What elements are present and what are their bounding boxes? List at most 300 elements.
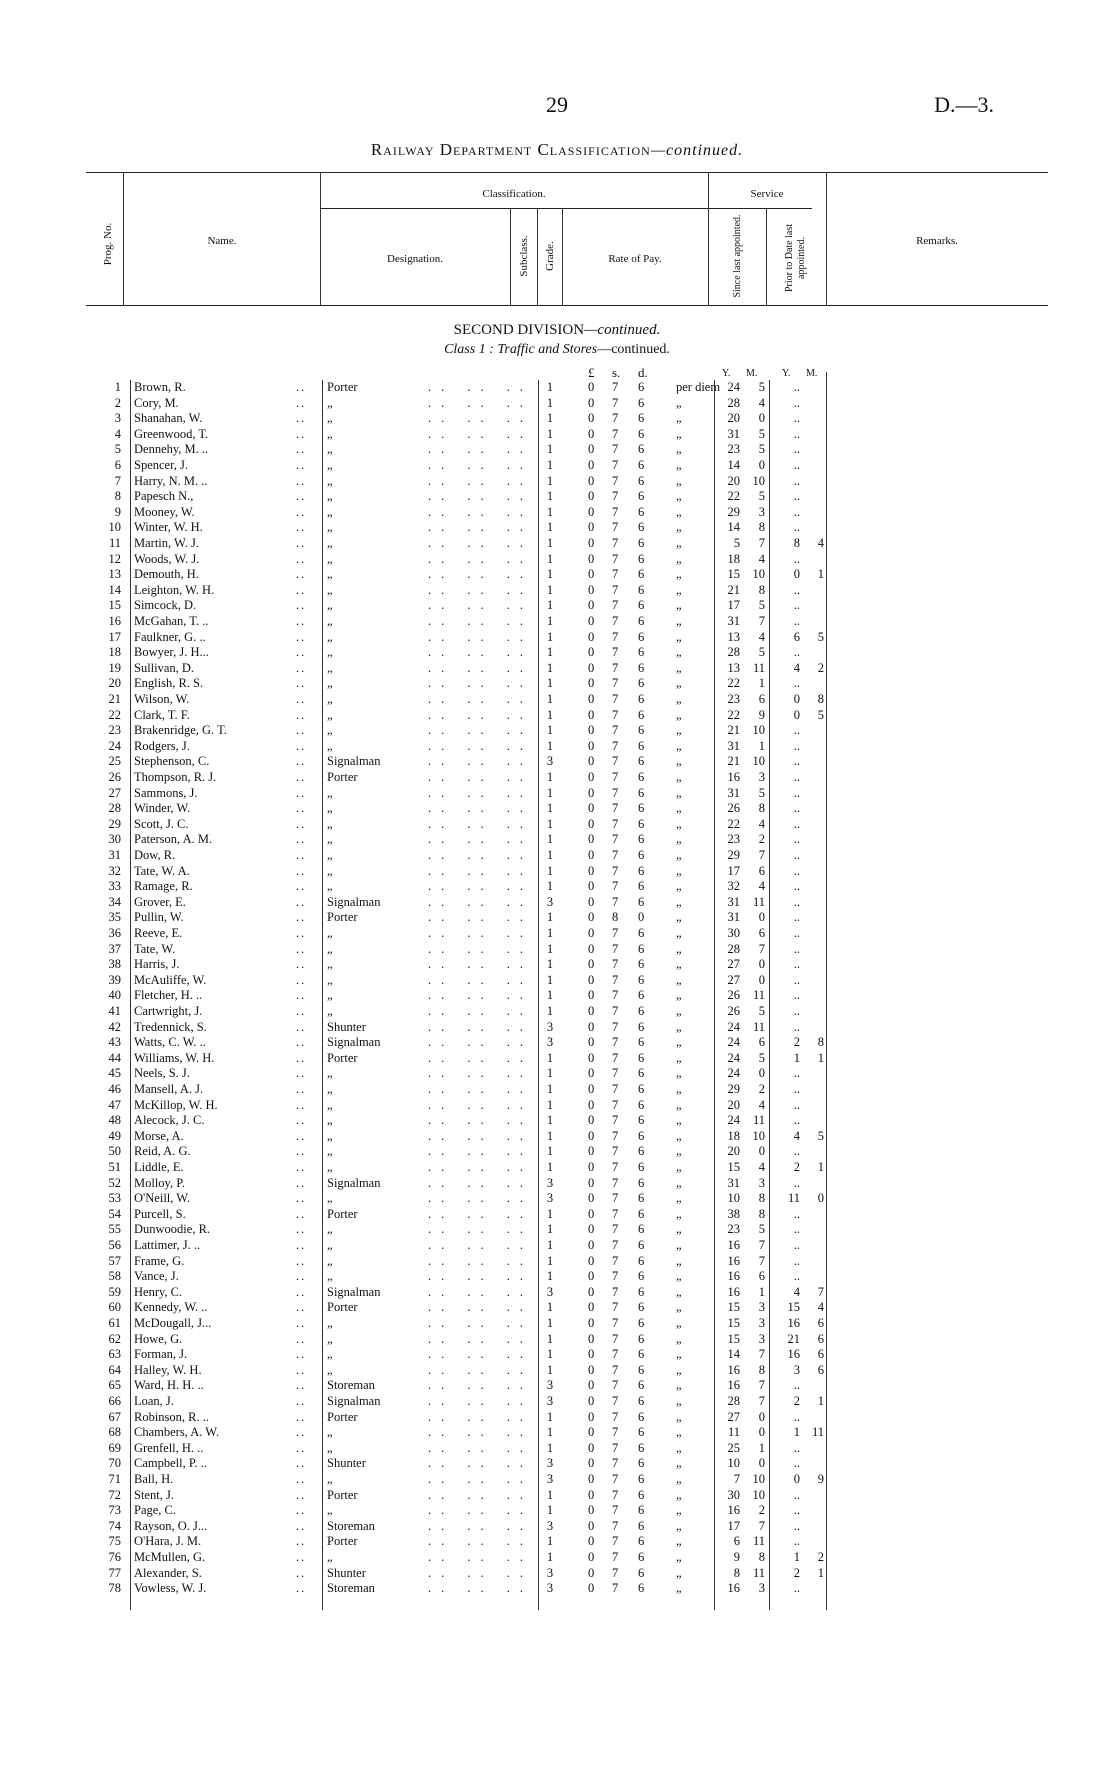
cell-no: 11 <box>108 536 121 550</box>
cell-s: 7 <box>612 1206 619 1221</box>
cell-y1: 7 <box>733 1472 740 1486</box>
cell-m1: 1 <box>758 1440 765 1455</box>
cell-y2: .. <box>793 473 800 488</box>
cell-y1: 24 <box>727 1113 740 1128</box>
leader-dots: .. .. .. <box>428 692 533 706</box>
leader-dots: .. .. .. <box>428 645 533 660</box>
table-row <box>0 1410 1114 1426</box>
table-row <box>0 1472 1114 1488</box>
cell-grade: 1 <box>546 738 554 753</box>
leader-dots: .. .. .. <box>428 957 533 972</box>
cell-name: Chambers, A. W. <box>134 1425 220 1440</box>
cell-s: 7 <box>612 489 619 504</box>
leader-dots: .. <box>296 1347 307 1362</box>
cell-y2: .. <box>793 1206 800 1221</box>
cell-per: „ <box>676 894 682 909</box>
cell-no: 43 <box>108 1035 121 1050</box>
header-prior-to-date: Prior to Date last appointed. <box>784 223 807 293</box>
cell-designation: „ <box>327 879 333 894</box>
title-suffix: —continued. <box>650 142 744 159</box>
cell-name: Sammons, J. <box>134 785 198 800</box>
cell-designation: „ <box>327 1097 333 1112</box>
leader-dots: .. .. .. <box>428 1019 533 1034</box>
leader-dots: .. <box>296 941 307 956</box>
cell-m2: 1 <box>817 567 824 582</box>
leader-dots: .. .. .. <box>428 1394 533 1408</box>
cell-no: 51 <box>108 1160 121 1174</box>
cell-designation: Porter <box>327 380 358 394</box>
cell-name: Wilson, W. <box>134 692 190 706</box>
cell-m2: 6 <box>817 1362 824 1377</box>
cell-d: 6 <box>638 1300 645 1315</box>
cell-d: 6 <box>638 1253 645 1268</box>
cell-per: „ <box>676 1082 682 1096</box>
cell-designation: „ <box>327 1113 333 1128</box>
cell-per: „ <box>676 957 682 972</box>
cell-y2: 1 <box>793 1550 800 1564</box>
cell-y1: 10 <box>727 1191 740 1206</box>
cell-d: 6 <box>638 1503 645 1518</box>
cell-d: 6 <box>638 380 645 394</box>
leader-dots: .. <box>296 614 307 628</box>
cell-designation: „ <box>327 1316 333 1330</box>
cell-no: 20 <box>108 676 121 691</box>
leader-dots: .. .. .. <box>428 723 533 738</box>
cell-per: „ <box>676 504 682 519</box>
cell-l: 0 <box>588 458 595 472</box>
cell-m1: 11 <box>752 988 765 1003</box>
cell-name: McKillop, W. H. <box>134 1097 218 1112</box>
leader-dots: .. .. .. <box>428 1191 533 1206</box>
cell-l: 0 <box>588 1206 595 1221</box>
cell-designation: „ <box>327 598 333 613</box>
cell-y1: 26 <box>727 1004 740 1018</box>
leader-dots: .. .. .. <box>428 582 533 597</box>
leader-dots: .. <box>296 395 307 410</box>
cell-designation: Porter <box>327 1050 358 1065</box>
cell-name: Howe, G. <box>134 1331 183 1346</box>
cell-y2: 0 <box>793 567 800 582</box>
cell-name: Dennehy, M. .. <box>134 442 209 457</box>
cell-designation: „ <box>327 972 333 987</box>
leader-dots: .. .. .. <box>428 1082 533 1096</box>
cell-name: Cartwright, J. <box>134 1004 203 1018</box>
cell-grade: 1 <box>546 707 554 722</box>
cell-m1: 0 <box>758 411 765 426</box>
cell-designation: „ <box>327 582 333 597</box>
leader-dots: .. .. .. <box>428 1238 533 1252</box>
header-subclass: Subclass. <box>518 235 530 277</box>
cell-grade: 1 <box>546 1409 554 1424</box>
cell-l: 0 <box>588 551 595 566</box>
cell-designation: „ <box>327 785 333 800</box>
cell-s: 7 <box>612 738 619 753</box>
cell-no: 27 <box>108 785 121 800</box>
leader-dots: .. <box>296 645 307 660</box>
cell-designation: Signalman <box>327 1035 381 1050</box>
cell-designation: „ <box>327 988 333 1003</box>
cell-d: 6 <box>638 1425 645 1440</box>
cell-per: „ <box>676 1362 682 1377</box>
cell-grade: 1 <box>546 785 554 800</box>
cell-l: 0 <box>588 645 595 660</box>
cell-y2: 2 <box>793 1160 800 1174</box>
leader-dots: .. .. .. <box>428 489 533 504</box>
cell-y2: 11 <box>787 1191 800 1206</box>
table-row <box>0 1238 1114 1254</box>
leader-dots: .. .. .. <box>428 1144 533 1159</box>
cell-y1: 28 <box>727 941 740 956</box>
cell-y2: 2 <box>793 1394 800 1408</box>
cell-d: 6 <box>638 1206 645 1221</box>
cell-designation: Storeman <box>327 1518 375 1533</box>
leader-dots: .. <box>296 1409 307 1424</box>
class-suffix: —continued. <box>597 342 670 357</box>
leader-dots: .. <box>296 1331 307 1346</box>
table-row <box>0 801 1114 817</box>
cell-per: „ <box>676 1581 682 1596</box>
cell-y2: .. <box>793 863 800 878</box>
cell-designation: „ <box>327 832 333 847</box>
cell-no: 29 <box>108 816 121 831</box>
cell-no: 68 <box>108 1425 121 1440</box>
cell-m2: 4 <box>817 536 824 550</box>
cell-grade: 1 <box>546 1440 554 1455</box>
cell-per: „ <box>676 832 682 847</box>
leader-dots: .. <box>296 426 307 441</box>
cell-m1: 7 <box>758 1378 765 1393</box>
leader-dots: .. .. .. <box>428 1534 533 1549</box>
cell-designation: Shunter <box>327 1019 366 1034</box>
cell-name: English, R. S. <box>134 676 204 691</box>
cell-no: 28 <box>108 801 121 816</box>
leader-dots: .. <box>296 707 307 722</box>
header-grade: Grade. <box>544 241 556 271</box>
cell-name: Papesch N., <box>134 489 194 504</box>
cell-per: „ <box>676 536 682 550</box>
cell-per: „ <box>676 1300 682 1315</box>
table-row <box>0 1082 1114 1098</box>
cell-d: 6 <box>638 848 645 862</box>
cell-y1: 13 <box>727 660 740 675</box>
cell-s: 7 <box>612 536 619 550</box>
cell-per: „ <box>676 1050 682 1065</box>
leader-dots: .. .. .. <box>428 411 533 426</box>
cell-grade: 3 <box>546 1378 554 1393</box>
cell-grade: 1 <box>546 1253 554 1268</box>
leader-dots: .. <box>296 676 307 691</box>
leader-dots: .. .. .. <box>428 614 533 628</box>
cell-no: 31 <box>108 848 121 862</box>
table-row <box>0 1488 1114 1504</box>
table-row <box>0 1441 1114 1457</box>
class-label: Class 1 : <box>444 342 494 357</box>
cell-grade: 1 <box>546 941 554 956</box>
cell-y2: .. <box>793 645 800 660</box>
unit-years-since: Y. <box>722 368 731 379</box>
cell-per: „ <box>676 1347 682 1362</box>
cell-m1: 4 <box>758 395 765 410</box>
leader-dots: .. .. .. <box>428 1284 533 1299</box>
cell-l: 0 <box>588 1362 595 1377</box>
cell-y1: 14 <box>727 1347 740 1362</box>
leader-dots: .. .. .. <box>428 426 533 441</box>
cell-no: 61 <box>108 1316 121 1330</box>
cell-s: 7 <box>612 770 619 784</box>
leader-dots: .. <box>296 1394 307 1408</box>
cell-grade: 1 <box>546 676 554 691</box>
leader-dots: .. .. .. <box>428 395 533 410</box>
unit-shilling: s. <box>612 365 621 380</box>
cell-m1: 8 <box>758 582 765 597</box>
table-row <box>0 973 1114 989</box>
cell-designation: „ <box>327 614 333 628</box>
cell-d: 6 <box>638 1269 645 1284</box>
cell-y1: 21 <box>727 582 740 597</box>
cell-m1: 2 <box>758 1503 765 1518</box>
cell-m1: 5 <box>758 442 765 457</box>
cell-l: 0 <box>588 1518 595 1533</box>
cell-y1: 15 <box>727 1300 740 1315</box>
cell-no: 78 <box>108 1581 121 1596</box>
leader-dots: .. <box>296 988 307 1003</box>
cell-designation: „ <box>327 520 333 535</box>
cell-grade: 1 <box>546 411 554 426</box>
cell-designation: „ <box>327 660 333 675</box>
cell-l: 0 <box>588 1487 595 1502</box>
cell-per: „ <box>676 816 682 831</box>
table-row <box>0 910 1114 926</box>
cell-designation: „ <box>327 395 333 410</box>
cell-d: 6 <box>638 1565 645 1580</box>
cell-m1: 4 <box>758 629 765 644</box>
cell-designation: „ <box>327 1503 333 1518</box>
cell-grade: 1 <box>546 1362 554 1377</box>
cell-grade: 1 <box>546 723 554 738</box>
cell-s: 7 <box>612 1082 619 1096</box>
cell-s: 7 <box>612 1550 619 1564</box>
leader-dots: .. .. .. <box>428 473 533 488</box>
cell-l: 0 <box>588 1113 595 1128</box>
cell-m1: 5 <box>758 426 765 441</box>
leader-dots: .. <box>296 582 307 597</box>
cell-s: 7 <box>612 629 619 644</box>
leader-dots: .. .. .. <box>428 785 533 800</box>
cell-d: 6 <box>638 941 645 956</box>
cell-grade: 1 <box>546 1128 554 1143</box>
cell-d: 6 <box>638 770 645 784</box>
table-row <box>0 614 1114 630</box>
cell-m1: 2 <box>758 832 765 847</box>
cell-d: 6 <box>638 458 645 472</box>
cell-no: 75 <box>108 1534 121 1549</box>
leader-dots: .. <box>296 1362 307 1377</box>
cell-s: 7 <box>612 1222 619 1237</box>
cell-s: 7 <box>612 1409 619 1424</box>
cell-grade: 1 <box>546 879 554 894</box>
cell-grade: 1 <box>546 1066 554 1081</box>
cell-per: „ <box>676 411 682 426</box>
cell-y2: .. <box>793 1378 800 1393</box>
cell-designation: „ <box>327 1004 333 1018</box>
cell-m2: 9 <box>817 1472 824 1486</box>
cell-s: 7 <box>612 957 619 972</box>
cell-y1: 21 <box>727 723 740 738</box>
table-row <box>0 1191 1114 1207</box>
cell-m1: 3 <box>758 504 765 519</box>
table-row <box>0 458 1114 474</box>
cell-designation: Porter <box>327 910 358 925</box>
cell-name: Greenwood, T. <box>134 426 209 441</box>
table-row <box>0 1332 1114 1348</box>
cell-y1: 20 <box>727 1144 740 1159</box>
cell-no: 35 <box>108 910 121 925</box>
leader-dots: .. .. .. <box>428 1440 533 1455</box>
cell-m1: 3 <box>758 1300 765 1315</box>
table-row <box>0 1394 1114 1410</box>
cell-grade: 1 <box>546 1316 554 1330</box>
cell-m1: 4 <box>758 551 765 566</box>
cell-no: 69 <box>108 1440 121 1455</box>
table-row <box>0 1066 1114 1082</box>
cell-y2: .. <box>793 894 800 909</box>
cell-l: 0 <box>588 1144 595 1159</box>
leader-dots: .. .. .. <box>428 1409 533 1424</box>
cell-s: 7 <box>612 1300 619 1315</box>
cell-y1: 30 <box>727 1487 740 1502</box>
cell-s: 7 <box>612 1456 619 1471</box>
cell-per: „ <box>676 1066 682 1081</box>
cell-per: „ <box>676 676 682 691</box>
cell-l: 0 <box>588 879 595 894</box>
cell-y1: 29 <box>727 1082 740 1096</box>
cell-per: „ <box>676 551 682 566</box>
cell-s: 7 <box>612 1097 619 1112</box>
cell-d: 6 <box>638 1487 645 1502</box>
cell-y1: 17 <box>727 1518 740 1533</box>
leader-dots: .. <box>296 738 307 753</box>
cell-grade: 1 <box>546 863 554 878</box>
cell-per: „ <box>676 395 682 410</box>
leader-dots: .. .. .. <box>428 1362 533 1377</box>
cell-per: „ <box>676 1472 682 1486</box>
cell-y2: .. <box>793 426 800 441</box>
cell-no: 49 <box>108 1128 121 1143</box>
cell-s: 8 <box>612 910 619 925</box>
cell-designation: „ <box>327 848 333 862</box>
cell-d: 6 <box>638 426 645 441</box>
cell-y1: 32 <box>727 879 740 894</box>
cell-l: 0 <box>588 1175 595 1190</box>
cell-grade: 1 <box>546 770 554 784</box>
leader-dots: .. .. .. <box>428 738 533 753</box>
cell-m1: 10 <box>752 1128 765 1143</box>
cell-l: 0 <box>588 785 595 800</box>
cell-name: Brakenridge, G. T. <box>134 723 227 738</box>
cell-d: 6 <box>638 801 645 816</box>
cell-per: „ <box>676 1440 682 1455</box>
leader-dots: .. <box>296 1175 307 1190</box>
cell-l: 0 <box>588 567 595 582</box>
cell-y1: 24 <box>727 1035 740 1050</box>
cell-name: Sullivan, D. <box>134 660 195 675</box>
cell-s: 7 <box>612 380 619 394</box>
cell-no: 55 <box>108 1222 121 1237</box>
cell-y1: 14 <box>727 458 740 472</box>
cell-l: 0 <box>588 614 595 628</box>
cell-s: 7 <box>612 832 619 847</box>
cell-designation: „ <box>327 504 333 519</box>
cell-grade: 1 <box>546 1097 554 1112</box>
cell-name: Mooney, W. <box>134 504 195 519</box>
cell-name: Liddle, E. <box>134 1160 184 1174</box>
cell-per: „ <box>676 645 682 660</box>
cell-s: 7 <box>612 411 619 426</box>
table-row <box>0 1129 1114 1145</box>
cell-m1: 5 <box>758 1004 765 1018</box>
unit-years-prior: Y. <box>782 368 791 379</box>
cell-name: Purcell, S. <box>134 1206 186 1221</box>
cell-y2: .. <box>793 1581 800 1596</box>
cell-y1: 38 <box>727 1206 740 1221</box>
cell-per: „ <box>676 1456 682 1471</box>
cell-s: 7 <box>612 801 619 816</box>
header-remarks: Remarks. <box>916 235 958 247</box>
cell-y1: 29 <box>727 504 740 519</box>
cell-l: 0 <box>588 380 595 394</box>
cell-no: 18 <box>108 645 121 660</box>
leader-dots: .. <box>296 1128 307 1143</box>
cell-m1: 5 <box>758 785 765 800</box>
cell-name: Brown, R. <box>134 380 186 394</box>
cell-designation: „ <box>327 567 333 582</box>
cell-m1: 6 <box>758 1269 765 1284</box>
cell-d: 6 <box>638 1362 645 1377</box>
table-row <box>0 520 1114 536</box>
cell-per: „ <box>676 442 682 457</box>
cell-grade: 1 <box>546 1347 554 1362</box>
cell-per: „ <box>676 1019 682 1034</box>
cell-s: 7 <box>612 598 619 613</box>
table-row <box>0 754 1114 770</box>
leader-dots: .. .. .. <box>428 1503 533 1518</box>
cell-y1: 24 <box>727 1050 740 1065</box>
cell-designation: Porter <box>327 1206 358 1221</box>
cell-designation: „ <box>327 1362 333 1377</box>
cell-y1: 22 <box>727 707 740 722</box>
cell-name: Molloy, P. <box>134 1175 185 1190</box>
table-row <box>0 1020 1114 1036</box>
cell-y2: .. <box>793 442 800 457</box>
cell-y1: 22 <box>727 816 740 831</box>
cell-name: Page, C. <box>134 1503 177 1518</box>
cell-name: Lattimer, J. .. <box>134 1238 201 1252</box>
cell-no: 39 <box>108 972 121 987</box>
cell-d: 6 <box>638 723 645 738</box>
cell-d: 6 <box>638 988 645 1003</box>
cell-y2: 1 <box>793 1050 800 1065</box>
cell-l: 0 <box>588 598 595 613</box>
cell-m2: 6 <box>817 1347 824 1362</box>
cell-grade: 1 <box>546 1113 554 1128</box>
cell-y1: 22 <box>727 489 740 504</box>
cell-s: 7 <box>612 551 619 566</box>
cell-l: 0 <box>588 1503 595 1518</box>
cell-designation: Porter <box>327 770 358 784</box>
cell-y2: 16 <box>787 1316 800 1330</box>
cell-grade: 3 <box>546 1394 554 1408</box>
cell-designation: Shunter <box>327 1565 366 1580</box>
